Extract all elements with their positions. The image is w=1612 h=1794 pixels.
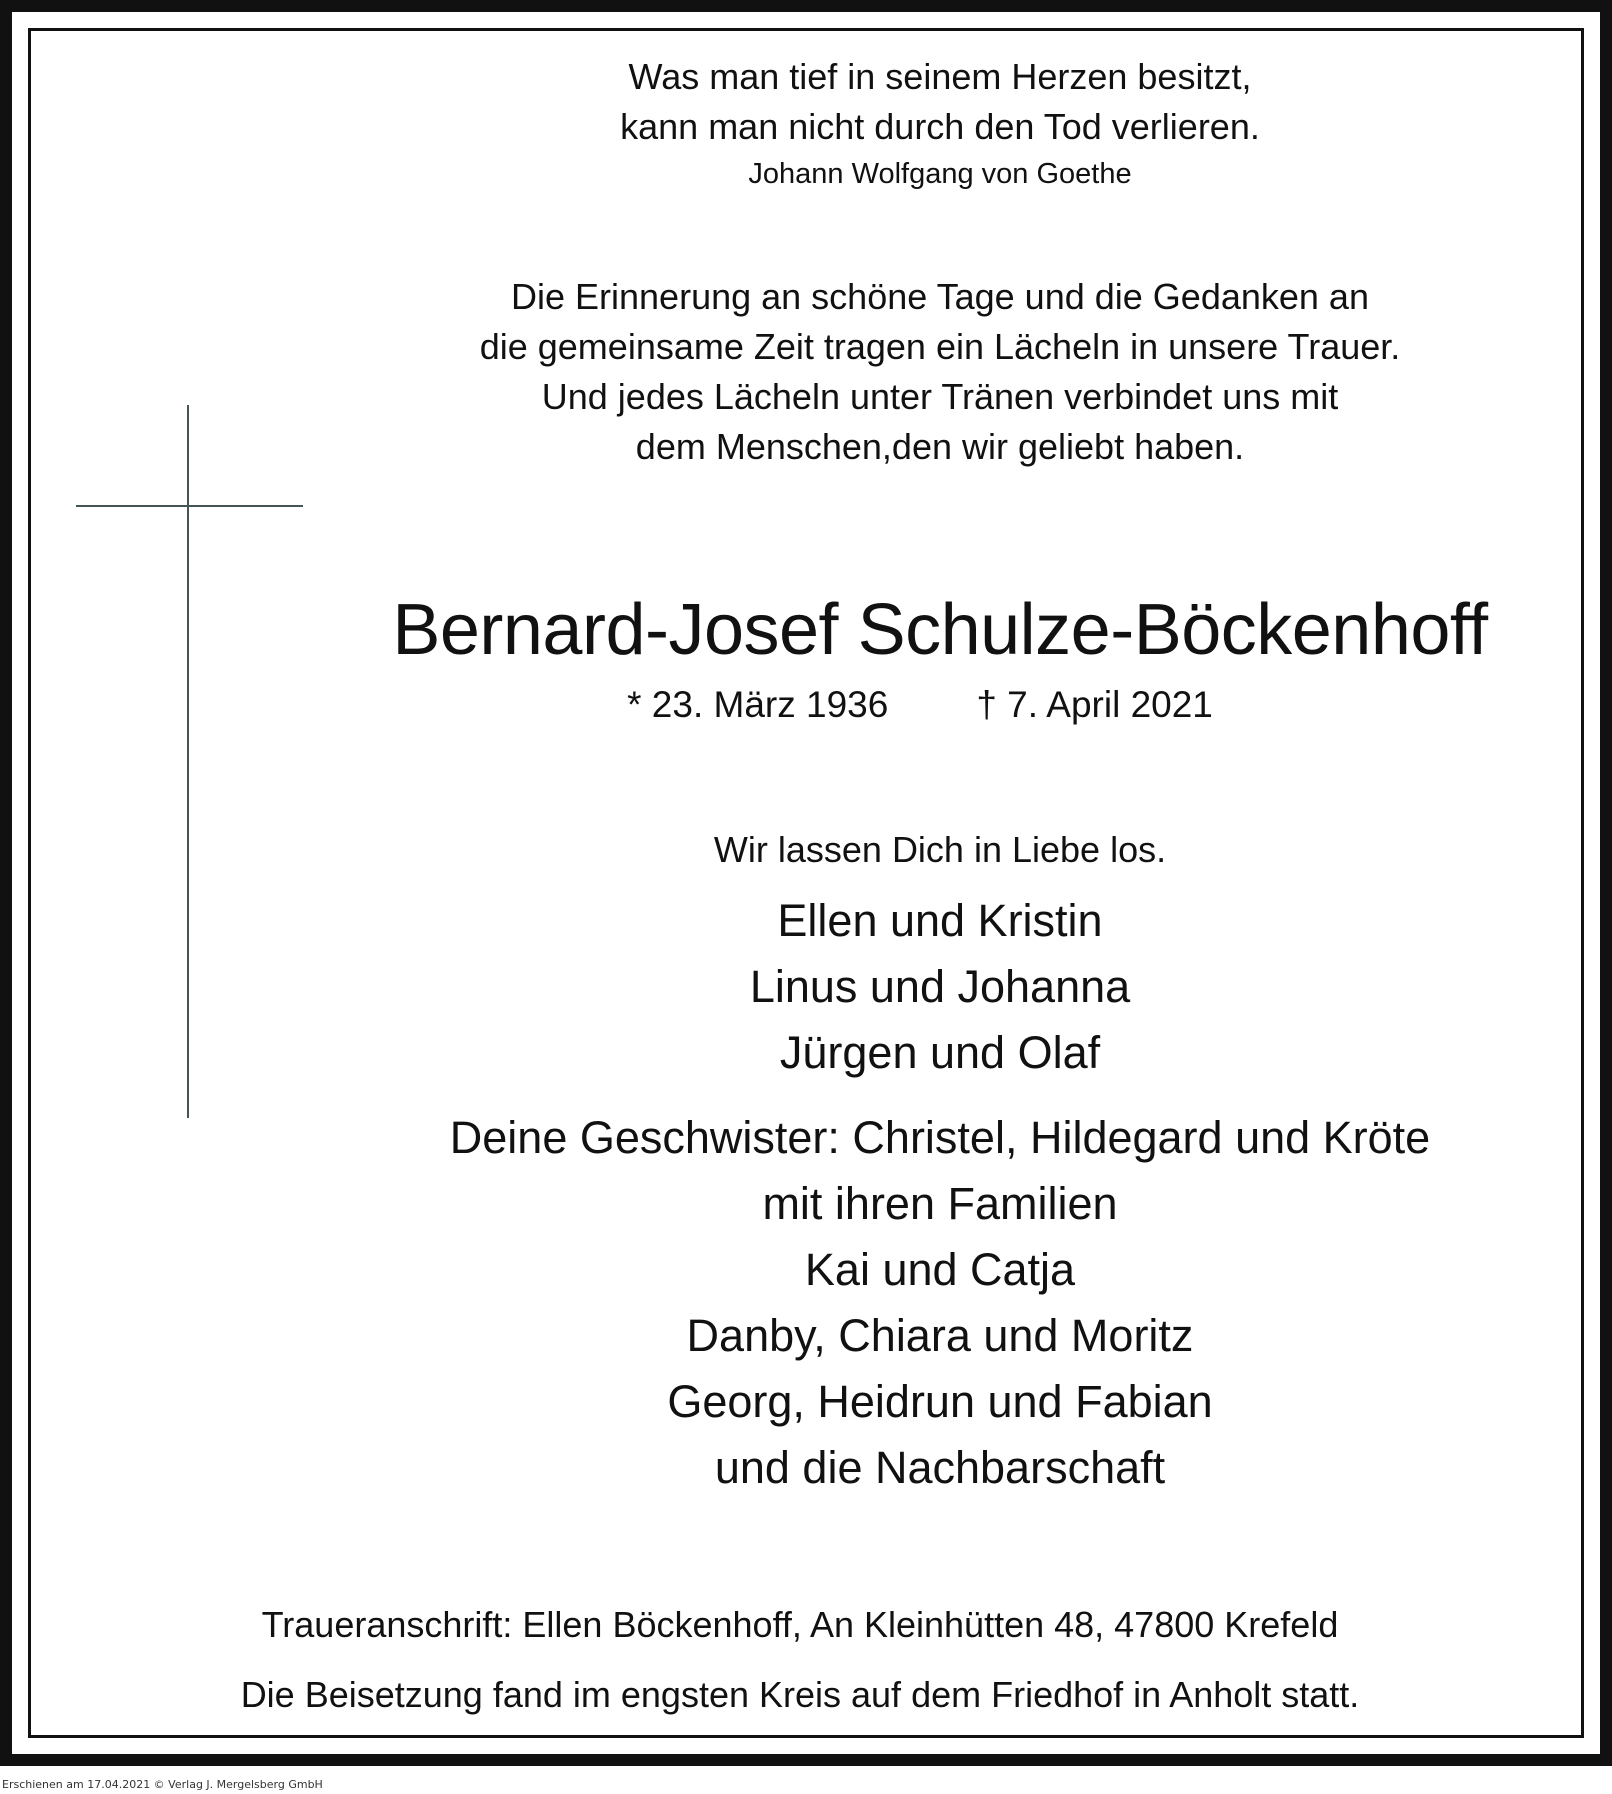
death-date: † 7. April 2021 bbox=[976, 684, 1213, 725]
quote-author: Johann Wolfgang von Goethe bbox=[748, 158, 1132, 190]
memory-line-1: Die Erinnerung an schöne Tage und die Gedanken an bbox=[511, 276, 1369, 317]
quote-line-1: Was man tief in seinem Herzen besitzt, bbox=[628, 56, 1252, 97]
quote-line-2: kann man nicht durch den Tod verlieren. bbox=[620, 106, 1260, 147]
family-entry: Jürgen und Olaf bbox=[779, 1027, 1101, 1078]
siblings-entry: Georg, Heidrun und Fabian bbox=[667, 1376, 1213, 1427]
siblings-list bbox=[340, 1105, 1540, 1501]
memory-text bbox=[340, 272, 1540, 472]
goethe-quote bbox=[340, 52, 1540, 196]
memory-line-4: dem Menschen,den wir geliebt haben. bbox=[635, 426, 1245, 467]
siblings-entry: Danby, Chiara und Moritz bbox=[686, 1310, 1194, 1361]
siblings-entry: Deine Geschwister: Christel, Hildegard und Kröte bbox=[449, 1112, 1431, 1163]
cross-icon bbox=[0, 0, 320, 1130]
deceased-name: Bernard-Josef Schulze-Böckenhoff bbox=[392, 590, 1488, 670]
life-dates bbox=[540, 680, 1300, 730]
publication-footer: Erschienen am 17.04.2021 © Verlag J. Mergelsberg GmbH bbox=[2, 1778, 323, 1791]
burial-note: Die Beisetzung fand im engsten Kreis auf dem Friedhof in Anholt statt. bbox=[240, 1674, 1360, 1715]
siblings-entry: mit ihren Familien bbox=[762, 1178, 1118, 1229]
siblings-entry: und die Nachbarschaft bbox=[714, 1442, 1166, 1493]
family-list bbox=[540, 888, 1340, 1086]
memory-line-3: Und jedes Lächeln unter Tränen verbindet uns mit bbox=[541, 376, 1339, 417]
address-section bbox=[150, 1590, 1450, 1730]
farewell-line: Wir lassen Dich in Liebe los. bbox=[713, 829, 1167, 870]
memory-line-2: die gemeinsame Zeit tragen ein Lächeln in unsere Trauer. bbox=[479, 326, 1401, 367]
siblings-entry: Kai und Catja bbox=[804, 1244, 1076, 1295]
family-entry: Ellen und Kristin bbox=[777, 895, 1103, 946]
mourning-address: Traueranschrift: Ellen Böckenhoff, An Kleinhütten 48, 47800 Krefeld bbox=[261, 1604, 1339, 1645]
birth-date: * 23. März 1936 bbox=[627, 684, 889, 725]
family-entry: Linus und Johanna bbox=[749, 961, 1131, 1012]
